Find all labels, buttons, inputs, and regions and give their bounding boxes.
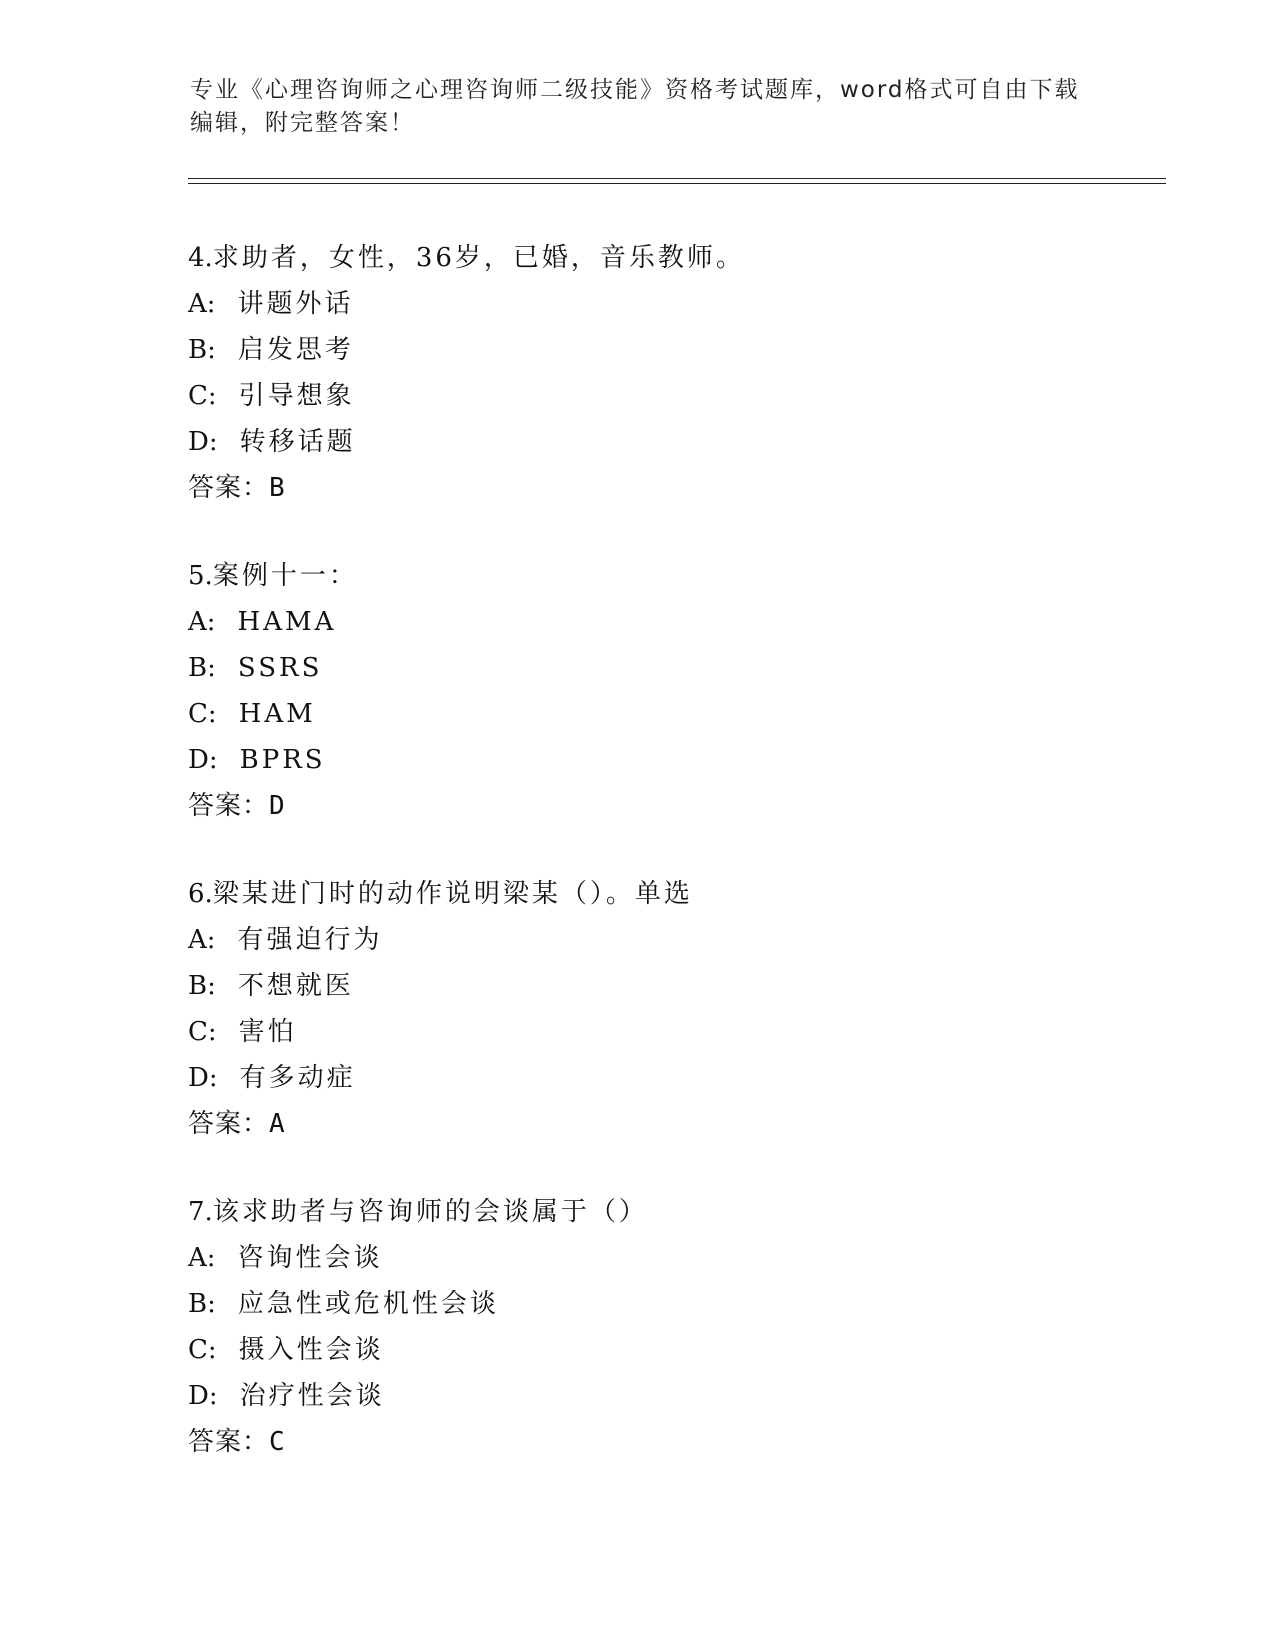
header-line-1: 专业《心理咨询师之心理咨询师二级技能》资格考试题库，word格式可自由下载	[190, 77, 1080, 103]
option-c	[188, 691, 1168, 737]
header-divider-bottom	[188, 183, 1166, 184]
answer-value: D	[269, 791, 286, 821]
option-text: 有多动症	[239, 1063, 356, 1093]
option-key: C:	[188, 381, 217, 411]
option-text: HAMA	[237, 607, 337, 637]
option-key: A:	[188, 1243, 216, 1273]
question-item	[188, 1189, 1168, 1465]
answer-value: A	[269, 1109, 286, 1139]
option-key: C:	[188, 1335, 217, 1365]
document-header	[190, 74, 1090, 140]
option-key: D:	[188, 1063, 218, 1093]
question-number: 7.	[188, 1197, 213, 1227]
question-stem	[188, 235, 1168, 281]
option-d	[188, 1055, 1168, 1101]
header-line-2: 编辑，附完整答案！	[190, 110, 415, 136]
option-text: 转移话题	[239, 427, 356, 457]
option-text: HAM	[238, 699, 316, 729]
question-list	[188, 235, 1168, 1507]
option-key: C:	[188, 699, 217, 729]
option-key: B:	[188, 1289, 216, 1319]
option-key: D:	[188, 1381, 218, 1411]
answer-value: B	[269, 473, 286, 503]
option-text: 治疗性会谈	[239, 1381, 385, 1411]
question-text: 案例十一：	[212, 561, 358, 591]
option-a	[188, 1235, 1168, 1281]
question-stem	[188, 553, 1168, 599]
option-b	[188, 1281, 1168, 1327]
option-key: A:	[188, 289, 216, 319]
question-text: 该求助者与咨询师的会谈属于（）	[212, 1197, 648, 1227]
option-text: 应急性或危机性会谈	[237, 1289, 499, 1319]
option-text: 咨询性会谈	[237, 1243, 383, 1273]
option-c	[188, 1327, 1168, 1373]
option-text: 不想就医	[237, 971, 354, 1001]
option-b	[188, 327, 1168, 373]
option-c	[188, 373, 1168, 419]
option-d	[188, 1373, 1168, 1419]
question-text: 求助者，女性，36岁，已婚，音乐教师。	[212, 243, 745, 273]
answer-label: 答案：	[188, 1109, 270, 1139]
answer-line	[188, 783, 1168, 829]
option-key: A:	[188, 925, 216, 955]
question-stem	[188, 871, 1168, 917]
option-text: 启发思考	[237, 335, 354, 365]
option-c	[188, 1009, 1168, 1055]
option-text: 讲题外话	[237, 289, 354, 319]
option-a	[188, 917, 1168, 963]
question-item	[188, 553, 1168, 829]
option-a	[188, 599, 1168, 645]
option-a	[188, 281, 1168, 327]
answer-label: 答案：	[188, 791, 270, 821]
answer-value: C	[269, 1427, 286, 1457]
option-text: 有强迫行为	[237, 925, 383, 955]
answer-label: 答案：	[188, 1427, 270, 1457]
option-key: D:	[188, 745, 218, 775]
option-text: 摄入性会谈	[238, 1335, 384, 1365]
option-text: SSRS	[237, 653, 323, 683]
option-key: B:	[188, 653, 216, 683]
option-text: 害怕	[238, 1017, 297, 1047]
option-key: B:	[188, 335, 216, 365]
option-key: D:	[188, 427, 218, 457]
question-item	[188, 235, 1168, 511]
answer-label: 答案：	[188, 473, 270, 503]
header-divider-top	[188, 178, 1166, 179]
question-stem	[188, 1189, 1168, 1235]
option-d	[188, 419, 1168, 465]
option-key: C:	[188, 1017, 217, 1047]
question-text: 梁某进门时的动作说明梁某（）。单选	[212, 879, 693, 909]
option-text: 引导想象	[238, 381, 355, 411]
answer-line	[188, 1419, 1168, 1465]
option-d	[188, 737, 1168, 783]
option-b	[188, 963, 1168, 1009]
option-key: A:	[188, 607, 216, 637]
answer-line	[188, 1101, 1168, 1147]
question-number: 5.	[188, 561, 213, 591]
option-text: BPRS	[239, 745, 326, 775]
question-number: 6.	[188, 879, 213, 909]
answer-line	[188, 465, 1168, 511]
question-number: 4.	[188, 243, 213, 273]
option-b	[188, 645, 1168, 691]
option-key: B:	[188, 971, 216, 1001]
question-item	[188, 871, 1168, 1147]
